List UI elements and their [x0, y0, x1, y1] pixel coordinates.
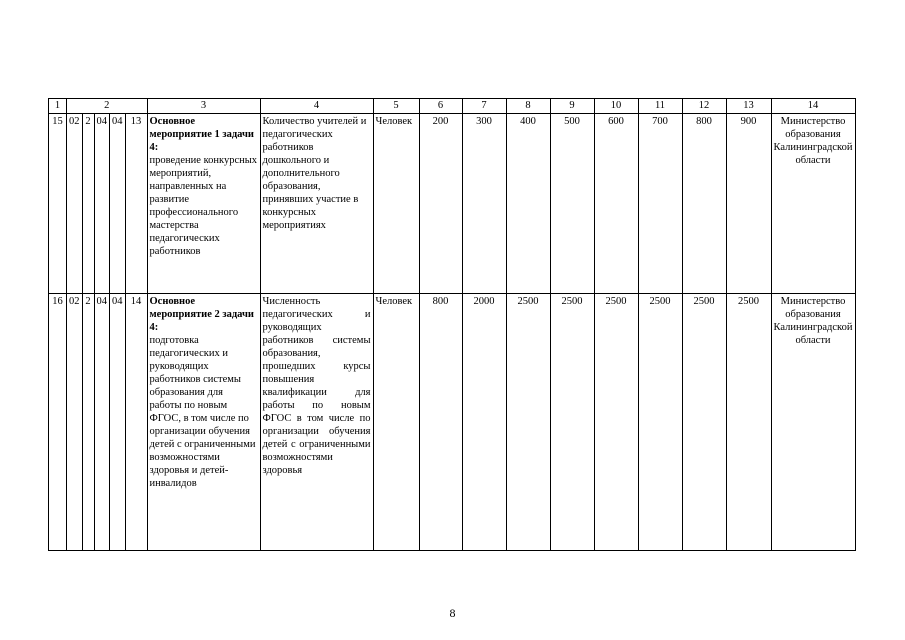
value-cell: 500: [550, 114, 594, 294]
value-cell: 700: [638, 114, 682, 294]
value-cell: 2500: [550, 294, 594, 551]
code-cell: 14: [125, 294, 147, 551]
table-row: [49, 294, 856, 551]
event-title: Основное мероприятие 1 задачи 4:: [149, 116, 254, 153]
value-cell: 2500: [726, 294, 771, 551]
responsible-cell: Министерство образования Калининградской области: [771, 294, 855, 551]
header-cell: 4: [260, 99, 373, 114]
unit-cell: Человек: [373, 294, 419, 551]
header-cell: 14: [771, 99, 855, 114]
row-number: 16: [49, 294, 67, 551]
value-cell: 800: [419, 294, 462, 551]
code-cell: 04: [110, 294, 126, 551]
value-cell: 200: [419, 114, 462, 294]
value-cell: 300: [462, 114, 506, 294]
header-cell: 13: [726, 99, 771, 114]
code-cell: 04: [94, 294, 110, 551]
value-cell: 900: [726, 114, 771, 294]
value-cell: 2500: [506, 294, 550, 551]
header-cell: 2: [67, 99, 148, 114]
event-description: проведение конкурсных мероприятий, направленных на развитие профессионального мастерства педагогических работников: [149, 155, 258, 257]
value-cell: 2500: [594, 294, 638, 551]
header-cell: 10: [594, 99, 638, 114]
header-cell: 9: [550, 99, 594, 114]
value-cell: 400: [506, 114, 550, 294]
header-cell: 8: [506, 99, 550, 114]
value-cell: 2000: [462, 294, 506, 551]
header-cell: 6: [419, 99, 462, 114]
header-row: [49, 99, 856, 114]
unit-cell: Человек: [373, 114, 419, 294]
header-cell: 5: [373, 99, 419, 114]
table-row: [49, 114, 856, 294]
indicator-cell: Количество учителей и педагогических работников дошкольного и дополнительного образования, принявших участие в конкурсных мероприятиях: [260, 114, 373, 294]
code-cell: 04: [110, 114, 126, 294]
code-cell: 02: [67, 294, 83, 551]
value-cell: 600: [594, 114, 638, 294]
code-cell: 13: [125, 114, 147, 294]
event-cell: [147, 114, 260, 294]
header-cell: 3: [147, 99, 260, 114]
event-description: подготовка педагогических и руководящих работников системы образования для работы по новым ФГОС, в том числе по организации обучения детей с ограниченными возможностями здоровья и детей-инвалидов: [149, 335, 256, 489]
header-cell: 1: [49, 99, 67, 114]
value-cell: 2500: [638, 294, 682, 551]
value-cell: 800: [682, 114, 726, 294]
header-cell: 12: [682, 99, 726, 114]
program-table: [48, 98, 856, 551]
value-cell: 2500: [682, 294, 726, 551]
code-cell: 04: [94, 114, 110, 294]
code-cell: 02: [67, 114, 83, 294]
page-number: 8: [449, 606, 456, 620]
responsible-cell: Министерство образования Калининградской области: [771, 114, 855, 294]
row-number: 15: [49, 114, 67, 294]
event-title: Основное мероприятие 2 задачи 4:: [149, 296, 254, 333]
header-cell: 7: [462, 99, 506, 114]
code-cell: 2: [82, 294, 94, 551]
indicator-cell: Численность педагогических и руководящих работников системы образования, прошедших курсы повышения квалификации для работы по новым ФГОС в том числе по организации обучения детей с ограниченными возможностями здоровья: [260, 294, 373, 551]
header-cell: 11: [638, 99, 682, 114]
event-cell: [147, 294, 260, 551]
code-cell: 2: [82, 114, 94, 294]
